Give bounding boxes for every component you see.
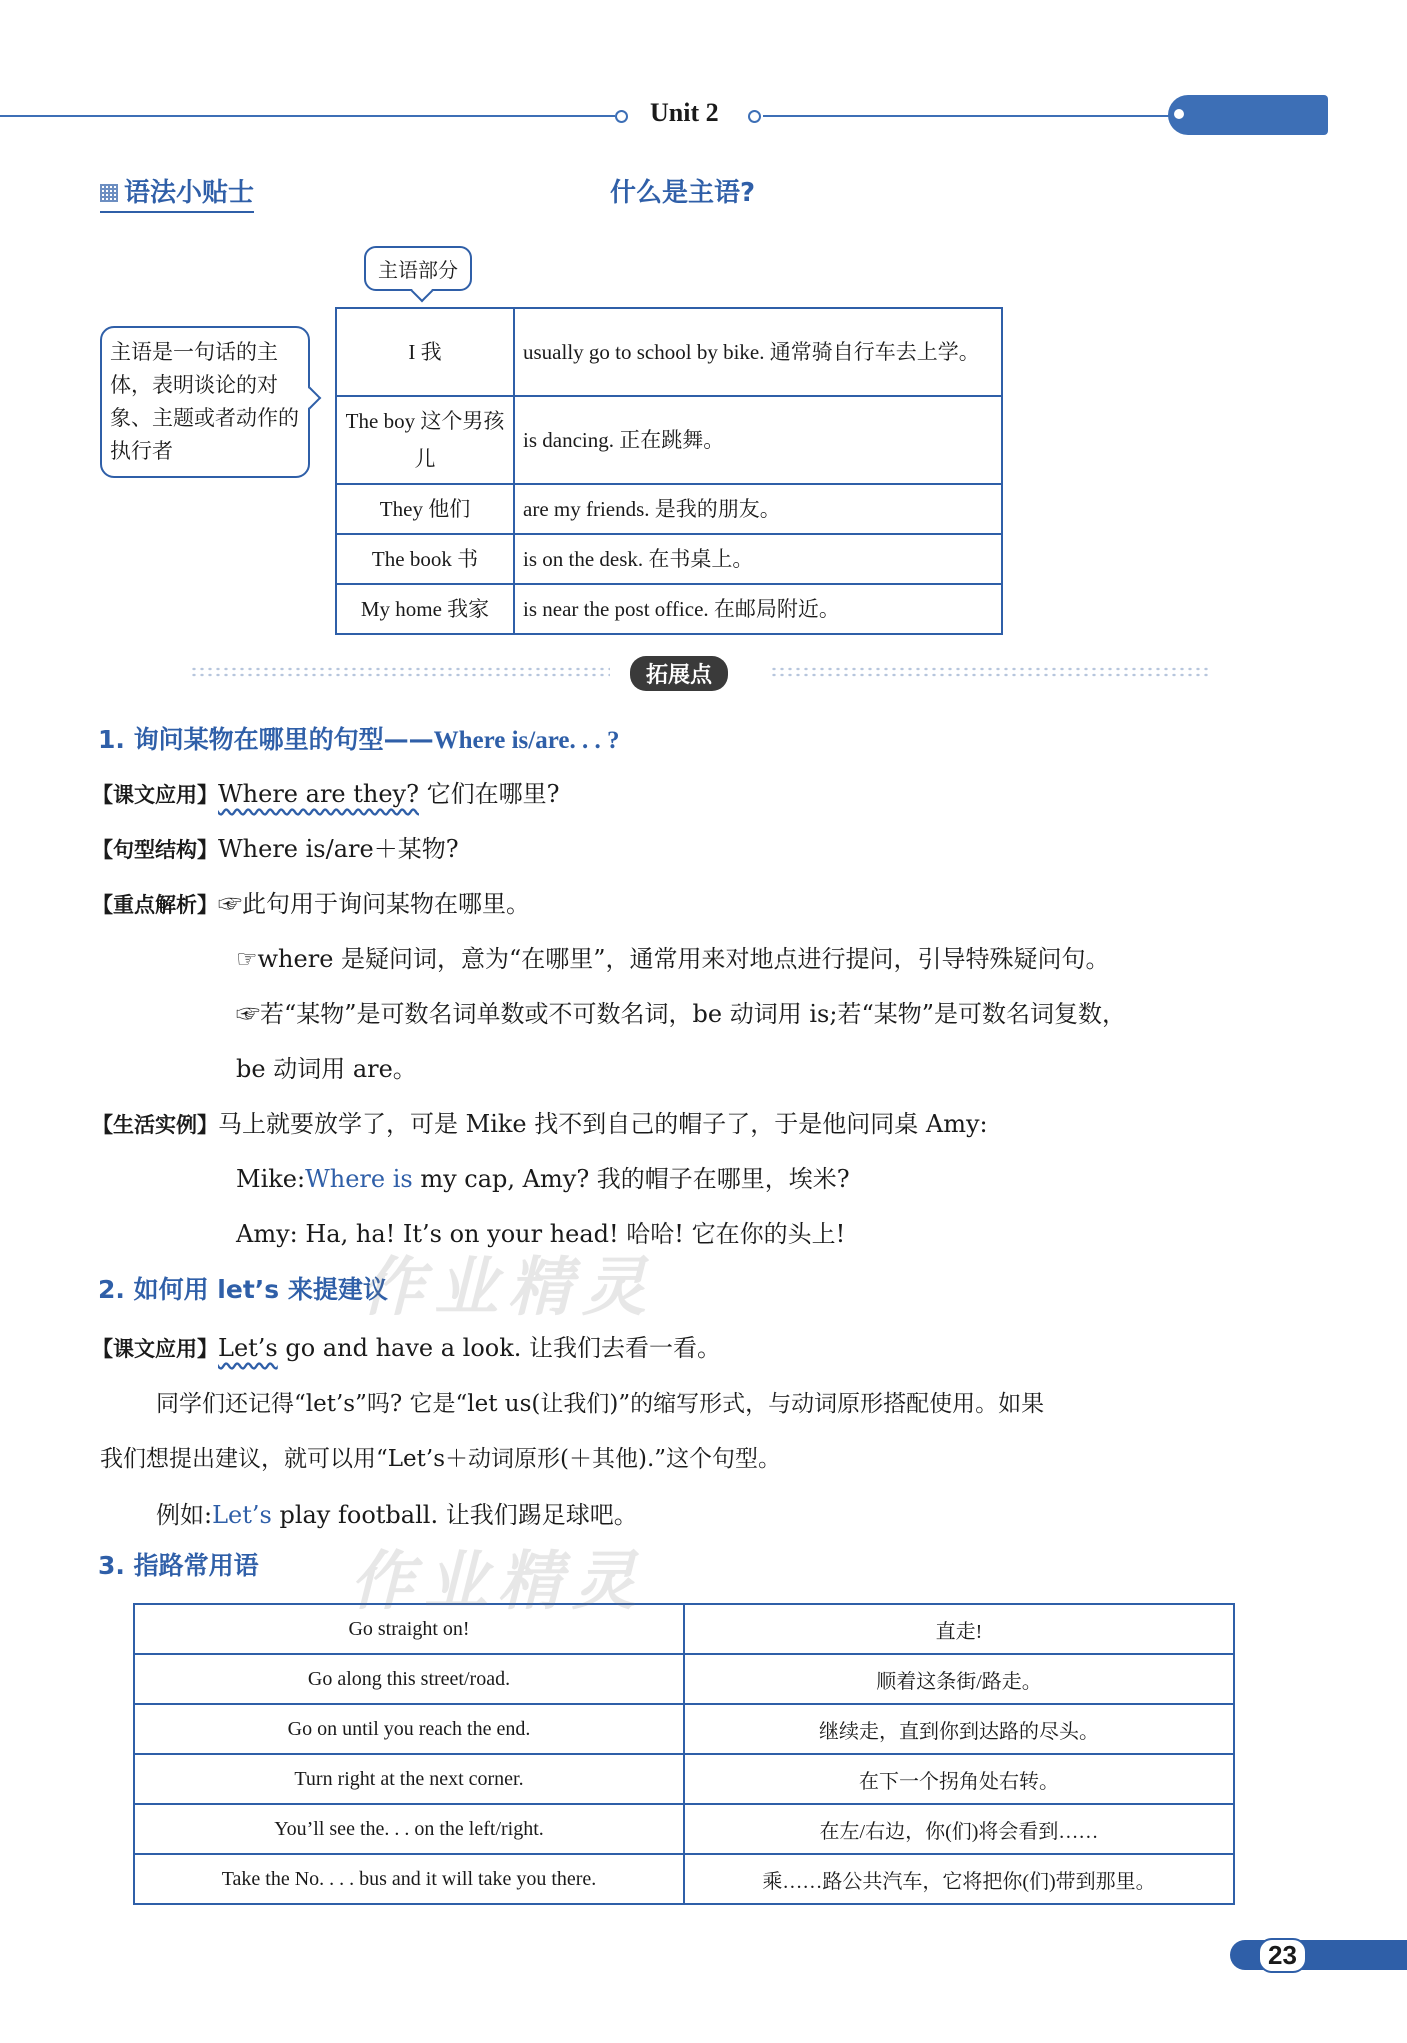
dialogue-highlight: Where is <box>305 1165 413 1193</box>
directions-english: You’ll see the. . . on the left/right. <box>134 1804 684 1854</box>
text-app-english: Where are they? <box>218 780 419 808</box>
dialogue-line-2: Amy: Ha, ha! It’s on your head! 哈哈! 它在你的头上! <box>236 1220 846 1248</box>
table-row <box>336 484 1002 534</box>
directions-english: Go straight on! <box>134 1604 684 1654</box>
directions-chinese: 继续走，直到你到达路的尽头。 <box>684 1704 1234 1754</box>
subject-cell: The boy 这个男孩儿 <box>336 396 514 484</box>
section-2-title: 2. 如何用 let’s 来提建议 <box>98 1275 388 1304</box>
page-number: 23 <box>1258 1938 1307 1973</box>
dialogue-text: my cap, Amy? 我的帽子在哪里，埃米? <box>412 1165 850 1193</box>
section-3-title: 3. 指路常用语 <box>98 1551 259 1580</box>
section-2-paragraph-1: 同学们还记得“let’s”吗? 它是“let us(让我们)”的缩写形式，与动词原形搭配使用。如果 <box>156 1391 1045 1417</box>
grammar-title: 什么是主语? <box>610 178 756 208</box>
example-text: play football. 让我们踢足球吧。 <box>271 1501 638 1529</box>
life-example-intro: 马上就要放学了，可是 Mike 找不到自己的帽子了，于是他问同桌 Amy: <box>218 1110 988 1138</box>
dialogue-line-1 <box>236 1159 850 1194</box>
section-2-text-application <box>92 1328 721 1363</box>
predicate-cell: usually go to school by bike. 通常骑自行车去上学。 <box>514 308 1002 396</box>
structure-line <box>92 829 459 864</box>
table-row <box>336 308 1002 396</box>
subject-table <box>335 307 1003 635</box>
structure-text: Where is/are＋某物? <box>218 835 459 863</box>
life-example-line <box>92 1104 988 1139</box>
analysis-point-1: ☞此句用于询问某物在哪里。 <box>218 890 530 918</box>
directions-chinese: 顺着这条街/路走。 <box>684 1654 1234 1704</box>
dotted-rule-right <box>770 666 1210 678</box>
predicate-cell: is near the post office. 在邮局附近。 <box>514 584 1002 634</box>
analysis-label: 【重点解析】 <box>92 893 218 917</box>
structure-label: 【句型结构】 <box>92 838 218 862</box>
page-number-tab <box>1230 1940 1407 1970</box>
text-app-label: 【课文应用】 <box>92 783 218 807</box>
table-row <box>336 534 1002 584</box>
life-example-label: 【生活实例】 <box>92 1113 218 1137</box>
table-row <box>336 584 1002 634</box>
text-app-rest: go and have a look. 让我们去看一看。 <box>277 1334 722 1362</box>
table-row <box>134 1804 1234 1854</box>
table-row <box>134 1854 1234 1904</box>
directions-chinese: 乘……路公共汽车，它将把你(们)带到那里。 <box>684 1854 1234 1904</box>
section-1-title-en: Where is/are. . . ? <box>433 727 620 754</box>
unit-title: Unit 2 <box>650 98 719 127</box>
text-app-english: Let’s <box>218 1334 278 1362</box>
expand-badge: 拓展点 <box>630 656 728 691</box>
directions-english: Take the No. . . . bus and it will take you there. <box>134 1854 684 1904</box>
text-app-label: 【课文应用】 <box>92 1337 218 1361</box>
watermark: 作业精灵 <box>360 1251 656 1325</box>
header-tab <box>1168 95 1328 135</box>
header-dot-left <box>615 110 628 123</box>
subject-cell: My home 我家 <box>336 584 514 634</box>
text-app-chinese: 它们在哪里? <box>418 780 560 808</box>
section-1-title-cn: 1. 询问某物在哪里的句型—— <box>98 725 434 754</box>
dotted-rule-left <box>190 666 610 678</box>
section-1-title <box>98 720 619 756</box>
subject-cell: I 我 <box>336 308 514 396</box>
grammar-tip-tag <box>100 172 254 213</box>
subject-cell: They 他们 <box>336 484 514 534</box>
analysis-point-3: ☞若“某物”是可数名词单数或不可数名词，be 动词用 is;若“某物”是可数名词复数， <box>236 1000 1126 1028</box>
predicate-cell: is on the desk. 在书桌上。 <box>514 534 1002 584</box>
table-row <box>336 396 1002 484</box>
directions-chinese: 在下一个拐角处右转。 <box>684 1754 1234 1804</box>
subject-part-bubble: 主语部分 <box>364 246 472 291</box>
section-2-paragraph-2: 我们想提出建议，就可以用“Let’s＋动词原形(＋其他).”这个句型。 <box>100 1446 782 1472</box>
table-row <box>134 1654 1234 1704</box>
directions-english: Turn right at the next corner. <box>134 1754 684 1804</box>
analysis-point-4: be 动词用 are。 <box>236 1055 417 1083</box>
directions-english: Go along this street/road. <box>134 1654 684 1704</box>
watermark: 作业精灵 <box>350 1545 646 1619</box>
directions-english: Go on until you reach the end. <box>134 1704 684 1754</box>
table-row <box>134 1604 1234 1654</box>
directions-chinese: 直走! <box>684 1604 1234 1654</box>
example-prefix: 例如: <box>156 1501 213 1529</box>
predicate-cell: is dancing. 正在跳舞。 <box>514 396 1002 484</box>
analysis-point-2: ☞where 是疑问词，意为“在哪里”，通常用来对地点进行提问，引导特殊疑问句。 <box>236 945 1110 973</box>
expand-divider <box>190 656 1210 686</box>
table-row <box>134 1754 1234 1804</box>
example-highlight: Let’s <box>212 1501 272 1529</box>
text-application-line <box>92 774 559 809</box>
predicate-cell: are my friends. 是我的朋友。 <box>514 484 1002 534</box>
analysis-line <box>92 884 530 919</box>
subject-definition-bubble: 主语是一句话的主体，表明谈论的对象、主题或者动作的执行者 <box>100 326 310 478</box>
directions-table <box>133 1603 1235 1905</box>
header-rule-left <box>0 115 615 117</box>
grammar-tip-label: 语法小贴士 <box>124 178 255 208</box>
directions-chinese: 在左/右边，你(们)将会看到…… <box>684 1804 1234 1854</box>
grid-icon <box>100 184 118 202</box>
dialogue-speaker: Mike: <box>236 1165 306 1193</box>
header-rule-right <box>763 115 1173 117</box>
section-2-example <box>156 1495 638 1530</box>
header-dot-right <box>748 110 761 123</box>
subject-cell: The book 书 <box>336 534 514 584</box>
table-row <box>134 1704 1234 1754</box>
